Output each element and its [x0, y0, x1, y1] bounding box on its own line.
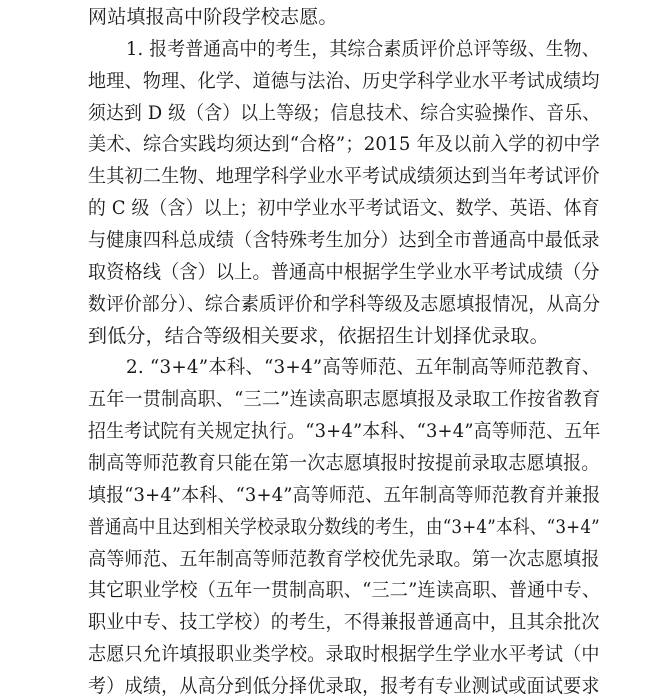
text-line: 数评价部分）、综合素质评价和学科等级及志愿填报情况，从高分 [88, 293, 601, 315]
paragraph-2-first-line: 2. “3+4”本科、“3+4”高等师范、五年制高等师范教育、 [126, 356, 601, 378]
text-line: 五年一贯制高职、“三二”连读高职志愿填报及录取工作按省教育 [88, 388, 601, 410]
text-line: 其它职业学校（五年一贯制高职、“三二”连读高职、普通中专、 [88, 579, 601, 601]
text-line: 须达到 D 级（含）以上等级；信息技术、综合实验操作、音乐、 [88, 102, 601, 124]
text-line: 地理、物理、化学、道德与法治、历史学科学业水平考试成绩均 [88, 70, 600, 92]
text-line: 志愿只允许填报职业类学校。录取时根据学生学业水平考试（中 [88, 643, 600, 665]
text-line: 美术、综合实践均须达到“合格”；2015 年及以前入学的初中学 [88, 133, 601, 155]
text-line: 填报“3+4”本科、“3+4”高等师范、五年制高等师范教育并兼报 [88, 484, 601, 506]
text-line: 高等师范、五年制高等师范教育学校优先录取。第一次志愿填报 [88, 548, 600, 570]
text-line: 取资格线（含）以上。普通高中根据学生学业水平考试成绩（分 [88, 261, 600, 283]
text-line: 普通高中且达到相关学校录取分数线的考生，由“3+4”本科、“3+4” [88, 516, 600, 538]
text-line: 职业中专、技工学校）的考生，不得兼报普通高中，且其余批次 [88, 611, 600, 633]
paragraph-1-first-line: 1. 报考普通高中的考生，其综合素质评价总评等级、生物、 [126, 38, 600, 60]
text-line: 与健康四科总成绩（含特殊考生加分）达到全市普通高中最低录 [88, 229, 600, 251]
text-line: 到低分，结合等级相关要求，依据招生计划择优录取。 [88, 325, 549, 347]
text-line: 制高等师范教育只能在第一次志愿填报时按提前录取志愿填报。 [88, 452, 600, 474]
text-line: 考）成绩，从高分到低分择优录取，报考有专业测试或面试要求 [88, 675, 600, 697]
text-line: 招生考试院有关规定执行。“3+4”本科、“3+4”高等师范、五年 [88, 420, 601, 442]
text-line: 生其初二生物、地理学科学业水平考试成绩须达到当年考试评价 [88, 165, 600, 187]
text-line: 的 C 级（含）以上；初中学业水平考试语文、数学、英语、体育 [88, 197, 600, 219]
text-line: 网站填报高中阶段学校志愿。 [88, 6, 338, 28]
